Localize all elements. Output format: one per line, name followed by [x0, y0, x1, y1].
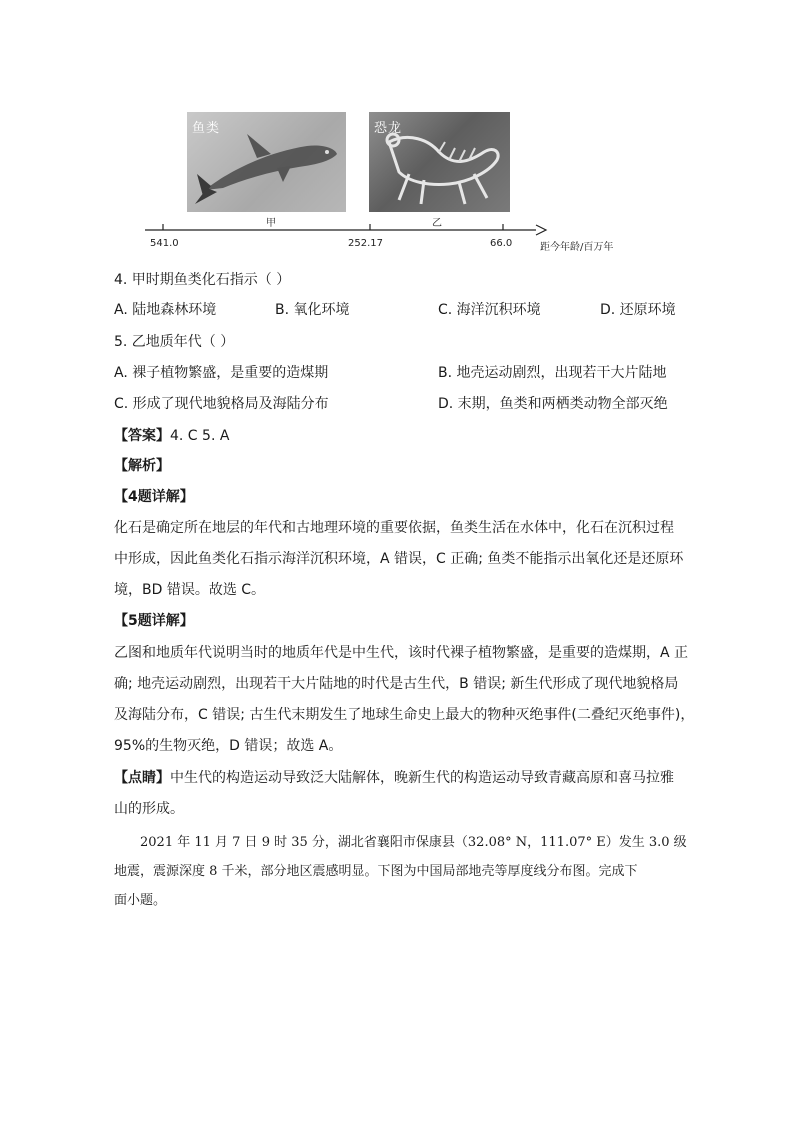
q4-option-a: A. 陆地森林环境 [114, 302, 217, 318]
q4-option-d: D. 还原环境 [600, 302, 676, 318]
fish-label: 鱼类 [192, 121, 221, 136]
q5-detail-tag: 【5题详解】 [114, 613, 194, 629]
q5-option-c: C. 形成了现代地貌格局及海陆分布 [114, 396, 329, 412]
intro-line: 2021 年 11 月 7 日 9 时 35 分，湖北省襄阳市保康县（32.08° N，111.07° E）发生 3.0 级 [140, 835, 687, 850]
question-4-stem: 4. 甲时期鱼类化石指示（ ） [114, 272, 291, 288]
tip-text: 中生代的构造运动导致泛大陆解体，晚新生代的构造运动导致青藏高原和喜马拉雅 [170, 770, 674, 786]
geologic-timeline [140, 222, 550, 252]
q4-detail-line: 中形成，因此鱼类化石指示海洋沉积环境，A 错误，C 正确; 鱼类不能指示出氧化还是还原环 [114, 551, 684, 567]
answer-text: 4. C 5. A [170, 428, 230, 444]
q5-detail-line: 确; 地壳运动剧烈，出现若干大片陆地的时代是古生代，B 错误; 新生代形成了现代地貌格局 [114, 676, 679, 692]
answer-line [114, 426, 229, 446]
tick-label-541: 541.0 [150, 238, 179, 249]
tip-line [114, 768, 674, 788]
q5-detail-line: 95%的生物灭绝，D 错误；故选 A。 [114, 738, 343, 754]
q5-detail-line: 乙图和地质年代说明当时的地质年代是中生代，该时代裸子植物繁盛，是重要的造煤期，A 正 [114, 645, 689, 661]
period-jia-label: 甲 [266, 218, 276, 229]
tick-label-66: 66.0 [490, 238, 513, 249]
tick-label-252: 252.17 [348, 238, 383, 249]
q5-option-a: A. 裸子植物繁盛，是重要的造煤期 [114, 365, 329, 381]
intro-line: 面小题。 [114, 893, 167, 908]
q4-detail-line: 境，BD 错误。故选 C。 [114, 582, 266, 598]
answer-tag: 【答案】 [114, 428, 170, 444]
fish-fossil-image [187, 112, 346, 212]
dinosaur-fossil-image [369, 112, 510, 212]
axis-label: 距今年龄/百万年 [540, 242, 614, 253]
q5-option-b: B. 地壳运动剧烈，出现若干大片陆地 [438, 365, 667, 381]
q4-option-c: C. 海洋沉积环境 [438, 302, 541, 318]
period-yi-label: 乙 [432, 218, 442, 229]
q4-detail-line: 化石是确定所在地层的年代和古地理环境的重要依据，鱼类生活在水体中，化石在沉积过程 [114, 520, 674, 536]
tip-line: 山的形成。 [114, 801, 184, 817]
q4-option-b: B. 氧化环境 [275, 302, 350, 318]
analysis-tag: 【解析】 [114, 458, 170, 474]
q4-detail-tag: 【4题详解】 [114, 489, 194, 505]
q5-detail-line: 及海陆分布，C 错误; 古生代末期发生了地球生命史上最大的物种灭绝事件(二叠纪灭绝事件)， [114, 707, 695, 723]
tip-tag: 【点睛】 [114, 770, 170, 786]
q5-option-d: D. 末期，鱼类和两栖类动物全部灭绝 [438, 396, 668, 412]
intro-line: 地震，震源深度 8 千米，部分地区震感明显。下图为中国局部地壳等厚度线分布图。完成下 [114, 864, 638, 879]
question-5-stem: 5. 乙地质年代（ ） [114, 334, 235, 350]
dinosaur-label: 恐龙 [374, 121, 403, 136]
